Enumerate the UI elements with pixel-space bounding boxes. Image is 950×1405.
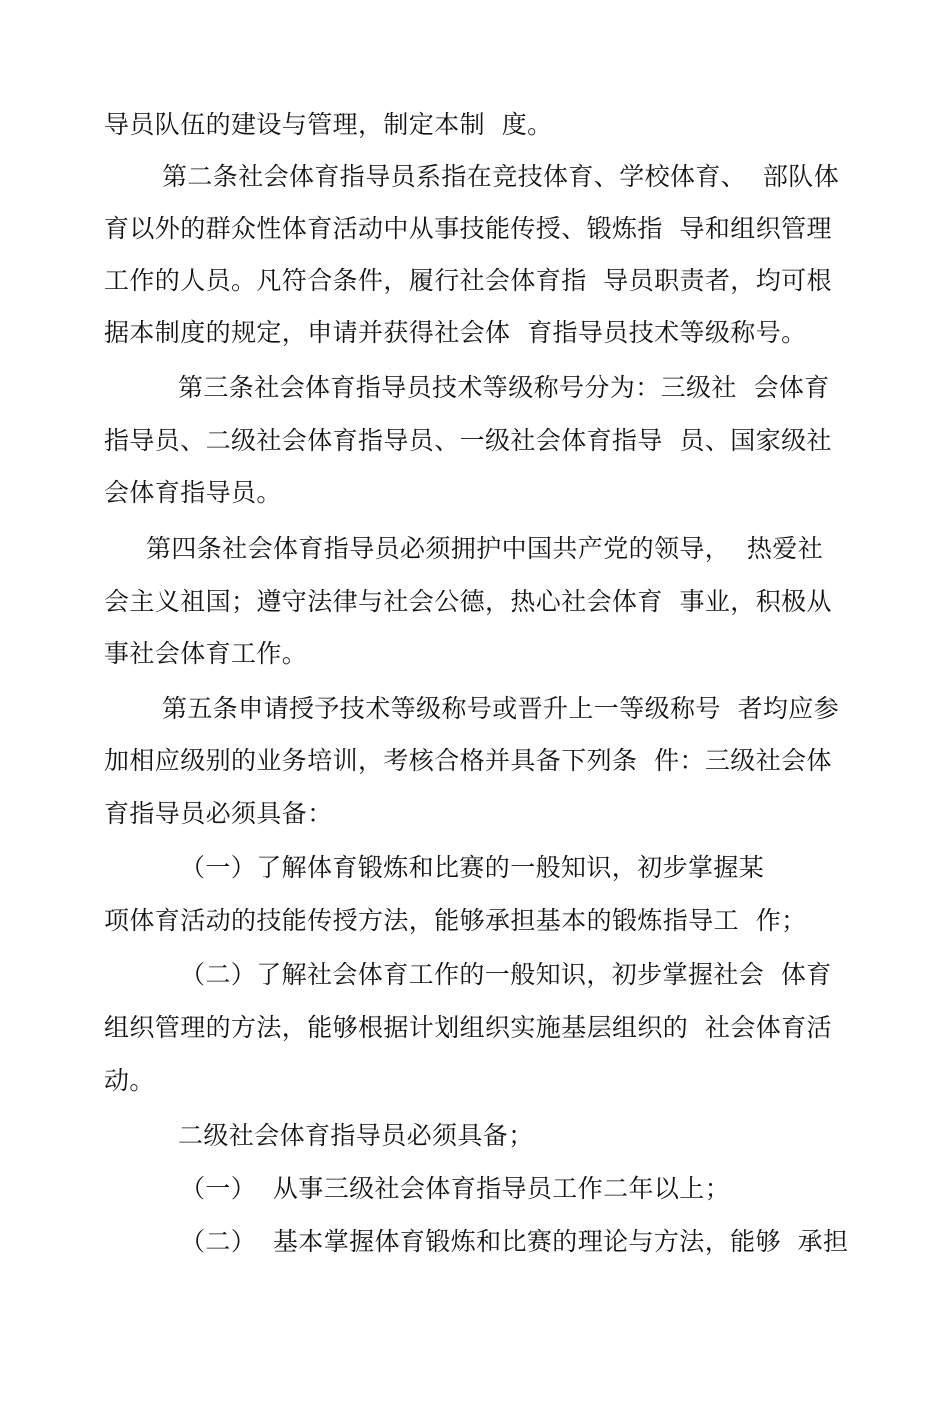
text-line-3: 育以外的群众性体育活动中从事技能传授、锻炼指 导和组织管理 xyxy=(104,214,832,243)
text-line-9: 第四条社会体育指导员必须拥护中国共产党的领导， 热爱社 xyxy=(146,534,824,563)
text-line-17: （二）了解社会体育工作的一般知识，初步掌握社会 体育 xyxy=(180,960,832,989)
text-line-1: 导员队伍的建设与管理，制定本制 度。 xyxy=(104,110,553,139)
text-line-14: 育指导员必须具备： xyxy=(104,799,333,828)
text-line-5: 据本制度的规定，申请并获得社会体 育指导员技术等级称号。 xyxy=(104,318,807,347)
text-line-18: 组织管理的方法，能够根据计划组织实施基层组织的 社会体育活 xyxy=(104,1013,832,1042)
text-line-11: 事社会体育工作。 xyxy=(104,639,308,668)
text-line-15: （一）了解体育锻炼和比赛的一般知识，初步掌握某 xyxy=(180,853,765,882)
text-line-12: 第五条申请授予技术等级称号或晋升上一等级称号 者均应参 xyxy=(162,694,840,723)
text-line-2: 第二条社会体育指导员系指在竞技体育、学校体育、 部队体 xyxy=(162,162,840,191)
text-line-19: 动。 xyxy=(104,1066,155,1095)
text-line-13: 加相应级别的业务培训，考核合格并具备下列条 件：三级社会体 xyxy=(104,746,832,775)
text-line-4: 工作的人员。凡符合条件，履行社会体育指 导员职责者，均可根 xyxy=(104,266,832,295)
text-line-20: 二级社会体育指导员必须具备； xyxy=(178,1121,534,1150)
text-line-6: 第三条社会体育指导员技术等级称号分为：三级社 会体育 xyxy=(178,373,830,402)
text-line-21: （一） 从事三级社会体育指导员工作二年以上； xyxy=(180,1174,731,1203)
text-line-8: 会体育指导员。 xyxy=(104,478,282,507)
text-line-7: 指导员、二级社会体育指导员、一级社会体育指导 员、国家级社 xyxy=(104,426,832,455)
text-line-16: 项体育活动的技能传授方法，能够承担基本的锻炼指导工 作； xyxy=(104,906,807,935)
text-line-22: （二） 基本掌握体育锻炼和比赛的理论与方法，能够 承担 xyxy=(180,1227,849,1256)
text-line-10: 会主义祖国；遵守法律与社会公德，热心社会体育 事业，积极从 xyxy=(104,587,832,616)
